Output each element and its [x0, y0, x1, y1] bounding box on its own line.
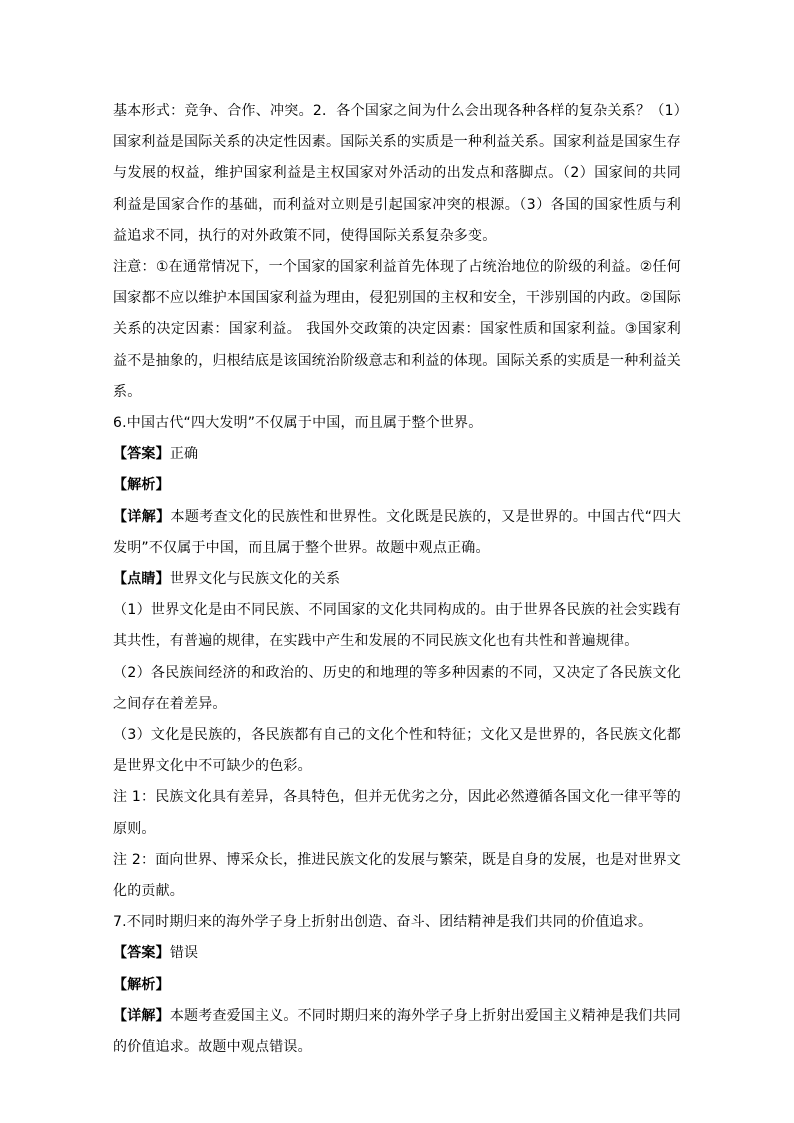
note-text: 注 2：面向世界、博采众长，推进民族文化的发展与繁荣，既是自身的发展，也是对世界文化的贡献。	[113, 851, 681, 900]
answer-tag: 【答案】	[113, 446, 170, 463]
explanation-text: 本题考查爱国主义。不同时期归来的海外学子身上折射出爱国主义精神是我们共同的价值追求。故题中观点错误。	[113, 1007, 682, 1056]
answer-6	[113, 439, 681, 470]
answer-tag: 【答案】	[113, 945, 170, 962]
explanation-7	[113, 1001, 681, 1063]
answer-value: 错误	[169, 945, 199, 962]
analysis-7	[113, 970, 681, 1001]
explanation-6	[113, 502, 681, 564]
paragraph-text: 基本形式：竞争、合作、冲突。2．各个国家之间为什么会出现各种各样的复杂关系？（1）国家利益是国际关系的决定性因素。国际关系的实质是一种利益关系。国家利益是国家生存与发展的权益，维护国家利益是主权国家对外活动的出发点和落脚点。（2）国家间的共同利益是国家合作的基础，而利益对立则是引起国家冲突的根源。（3）各国的国家性质与利益追求不同，执行的对外政策不同，使得国际关系复杂多变。	[113, 103, 681, 244]
question-7	[113, 907, 681, 938]
remark-6	[113, 564, 681, 595]
paragraph-text: 注意：①在通常情况下，一个国家的国家利益首先体现了占统治地位的阶级的利益。②任何国家都不应以维护本国国家利益为理由，侵犯别国的主权和安全，干涉别国的内政。②国际关系的决定因素：国家利益。 我国外交政策的决定因素：国家性质和国家利益。③国家利益不是抽象的，归根结底是该国统治阶级意志和利益的体现。国际关系的实质是一种利益关系。	[113, 259, 681, 400]
answer-value: 正确	[169, 446, 199, 463]
note-text: 注 1：民族文化具有差异，各具特色，但并无优劣之分，因此必然遵循各国文化一律平等的原则。	[113, 789, 681, 837]
remark-text: 世界文化与民族文化的关系	[169, 571, 341, 588]
explanation-text: 本题考查文化的民族性和世界性。文化既是民族的，又是世界的。中国古代“四大发明”不仅属于中国，而且属于整个世界。故题中观点正确。	[113, 508, 681, 556]
point-3	[113, 720, 681, 782]
analysis-tag: 【解析】	[113, 477, 170, 494]
point-text: （3）文化是民族的，各民族都有自己的文化个性和特征；文化又是世界的，各民族文化都是世界文化中不可缺少的色彩。	[113, 727, 681, 775]
answer-7	[113, 938, 681, 969]
question-text: 6.中国古代“四大发明”不仅属于中国，而且属于整个世界。	[113, 415, 483, 432]
analysis-6	[113, 470, 681, 501]
question-text: 7.不同时期归来的海外学子身上折射出创造、奋斗、团结精神是我们共同的价值追求。	[113, 914, 653, 931]
explanation-tag: 【详解】	[113, 508, 171, 525]
note-2	[113, 845, 681, 907]
analysis-tag: 【解析】	[113, 976, 170, 993]
point-text: （1）世界文化是由不同民族、不同国家的文化共同构成的。由于世界各民族的社会实践有其共性，有普遍的规律，在实践中产生和发展的不同民族文化也有共性和普遍规律。	[113, 602, 681, 650]
document-page	[113, 96, 681, 1063]
explanation-tag: 【详解】	[113, 1007, 170, 1024]
paragraph-p1	[113, 96, 681, 252]
note-1	[113, 782, 681, 844]
remark-tag: 【点睛】	[113, 571, 170, 588]
paragraph-p2	[113, 252, 681, 408]
point-text: （2）各民族间经济的和政治的、历史的和地理的等多种因素的不同，又决定了各民族文化之间存在着差异。	[113, 664, 681, 712]
point-2	[113, 658, 681, 720]
point-1	[113, 595, 681, 657]
question-6	[113, 408, 681, 439]
